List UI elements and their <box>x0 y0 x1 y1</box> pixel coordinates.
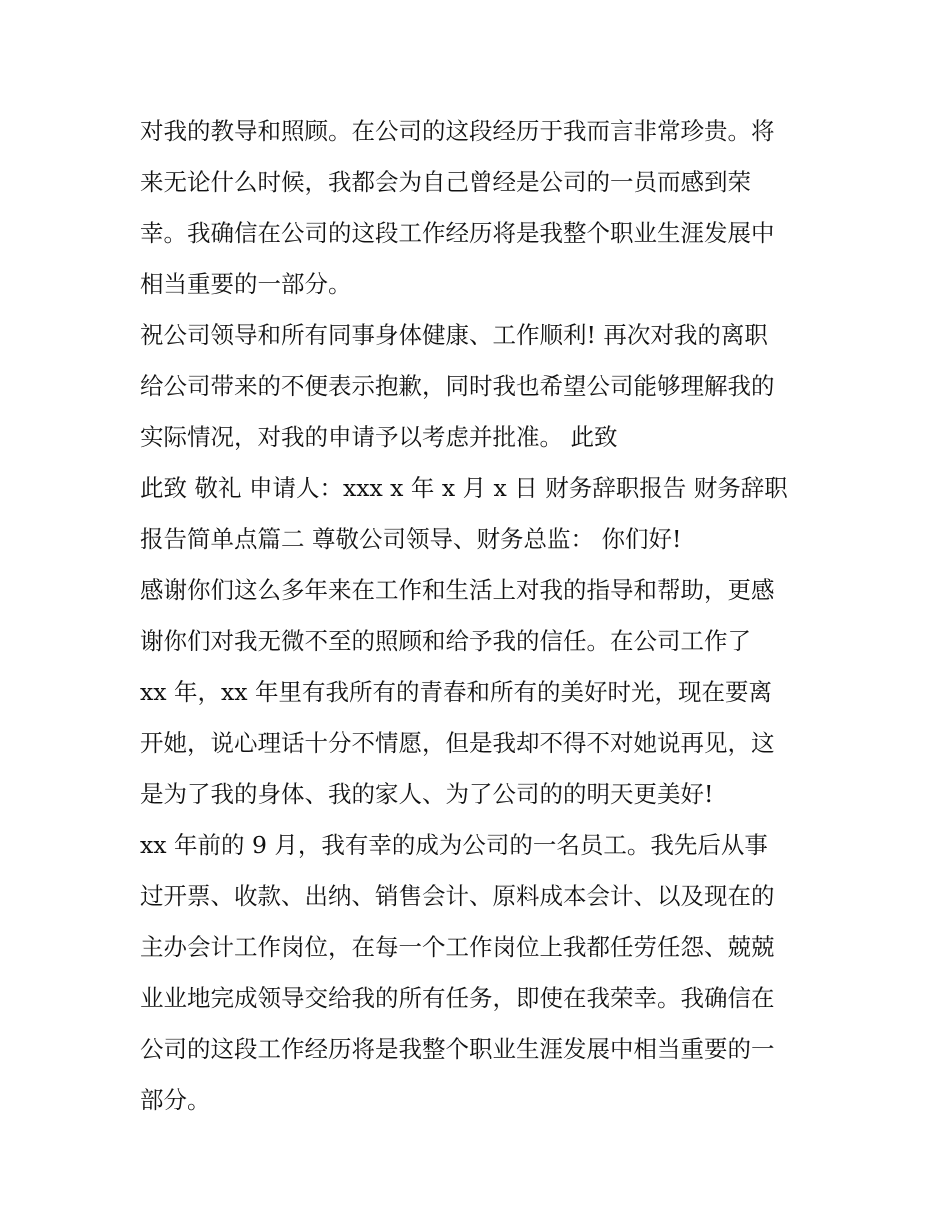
text-line: 过开票、收款、出纳、销售会计、原料成本会计、以及现在的 <box>140 882 775 910</box>
text-line: 此致 敬礼 申请人：xxx x 年 x 月 x 日 财务辞职报告 财务辞职 <box>140 474 788 502</box>
text-line: 祝公司领导和所有同事身体健康、工作顺利! 再次对我的离职 <box>140 321 768 349</box>
text-line: 报告简单点篇二 尊敬公司领导、财务总监： 你们好! <box>140 525 682 553</box>
text-line: 幸。我确信在公司的这段工作经历将是我整个职业生涯发展中 <box>140 219 775 247</box>
text-line: 谢你们对我无微不至的照顾和给予我的信任。在公司工作了 <box>140 627 751 655</box>
text-line: 主办会计工作岗位，在每一个工作岗位上我都任劳任怨、兢兢 <box>140 933 775 961</box>
text-line: xx 年，xx 年里有我所有的青春和所有的美好时光，现在要离 <box>140 678 772 706</box>
text-line: 开她，说心理话十分不情愿，但是我却不得不对她说再见，这 <box>140 729 775 757</box>
text-line: 业业地完成领导交给我的所有任务，即使在我荣幸。我确信在 <box>140 984 775 1012</box>
text-line: 是为了我的身体、我的家人、为了公司的的明天更美好! <box>140 780 714 808</box>
text-line: 部分。 <box>140 1086 211 1114</box>
text-line: 来无论什么时候，我都会为自己曾经是公司的一员而感到荣 <box>140 168 751 196</box>
text-line: 给公司带来的不便表示抱歉，同时我也希望公司能够理解我的 <box>140 372 775 400</box>
text-line: 感谢你们这么多年来在工作和生活上对我的指导和帮助，更感 <box>140 576 775 604</box>
document-body <box>140 106 820 1126</box>
text-line: 实际情况，对我的申请予以考虑并批准。 此致 <box>140 423 618 451</box>
text-line: 相当重要的一部分。 <box>140 270 352 298</box>
text-line: 对我的教导和照顾。在公司的这段经历于我而言非常珍贵。将 <box>140 117 775 145</box>
text-line: xx 年前的 9 月，我有幸的成为公司的一名员工。我先后从事 <box>140 831 768 859</box>
text-line: 公司的这段工作经历将是我整个职业生涯发展中相当重要的一 <box>140 1035 775 1063</box>
